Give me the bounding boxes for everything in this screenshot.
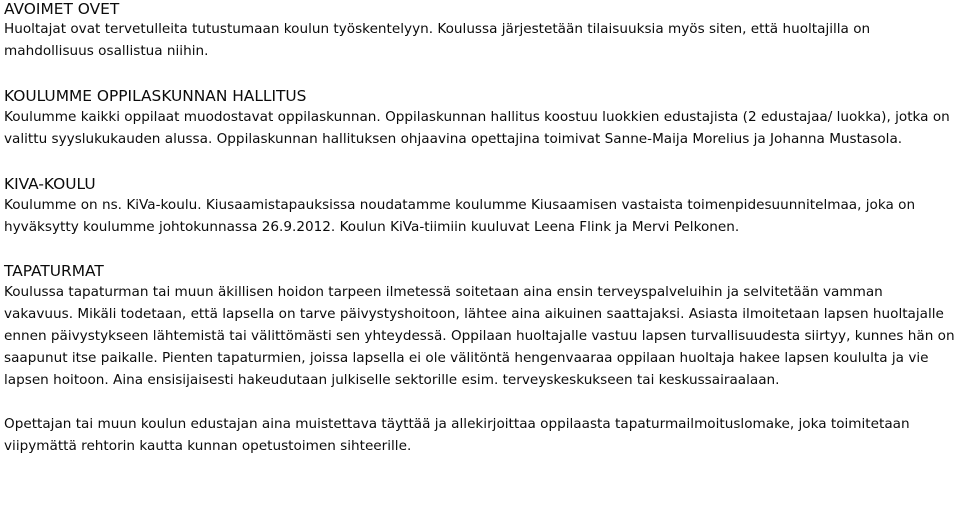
section-avoimet-ovet bbox=[4, 0, 955, 63]
section-paragraph: Huoltajat ovat tervetulleita tutustumaan koulun työskentelyyn. Koulussa järjestetään tilaisuuksia myös siten, että huoltajilla on mahdollisuus osallistua niihin. bbox=[4, 21, 871, 59]
section-paragraph: Koulumme on ns. KiVa-koulu. Kiusaamistapauksissa noudatamme koulumme Kiusaamisen vastaista toimenpidesuunnitelmaa, joka on hyväksytty koulumme johtokunnassa 26.9.2012. Koulun KiVa-tiimiin kuuluvat Leena Flink ja Mervi Pelkonen. bbox=[4, 196, 916, 235]
section-oppilaskunnan-hallitus bbox=[4, 85, 955, 151]
section-ilmoituslomake bbox=[4, 414, 955, 458]
section-heading: TAPATURMAT bbox=[4, 262, 104, 281]
section-paragraph: Opettajan tai muun koulun edustajan aina muistettava täyttää ja allekirjoittaa oppilaasta tapaturmailmoituslomake, joka toimitetaan viipymättä rehtorin kautta kunnan opetustoimen sihteerille. bbox=[4, 415, 910, 454]
section-paragraph: Koulussa tapaturman tai muun äkillisen hoidon tarpeen ilmetessä soitetaan aina ensin terveyspalveluihin ja selvitetään vamman vakavuus. Mikäli todetaan, että lapsella on tarve päivystyshoitoon, lähtee aina aikuinen saattajaksi. Asiasta ilmoitetaan lapsen huoltajalle ennen päivystykseen lähtemistä tai välittömästi sen yhteydessä. Oppilaan huoltajalle vastuu lapsen turvallisuudesta siirtyy, kunnes hän on saapunut itse paikalle. Pienten tapaturmien, joissa lapsella ei ole välitöntä hengenvaaraa oppilaan huoltaja hakee lapsen koululta ja vie lapsen hoitoon. Aina ensisijaisesti hakeudutaan julkiselle sektorille esim. terveyskeskukseen tai keskussairaalaan. bbox=[4, 284, 955, 389]
section-heading: KIVA-KOULU bbox=[4, 174, 96, 193]
section-kiva-koulu bbox=[4, 173, 955, 239]
section-heading: AVOIMET OVET bbox=[4, 0, 120, 18]
section-paragraph: Koulumme kaikki oppilaat muodostavat oppilaskunnan. Oppilaskunnan hallitus koostuu luokkien edustajista (2 edustajaa/ luokka), jotka on valittu syyslukukauden alussa. Oppilaskunnan hallituksen ohjaavina opettajina toimivat Sanne-Maija Morelius ja Johanna Mustasola. bbox=[4, 108, 950, 147]
section-tapaturmat bbox=[4, 260, 955, 392]
section-heading: KOULUMME OPPILASKUNNAN HALLITUS bbox=[4, 86, 307, 105]
